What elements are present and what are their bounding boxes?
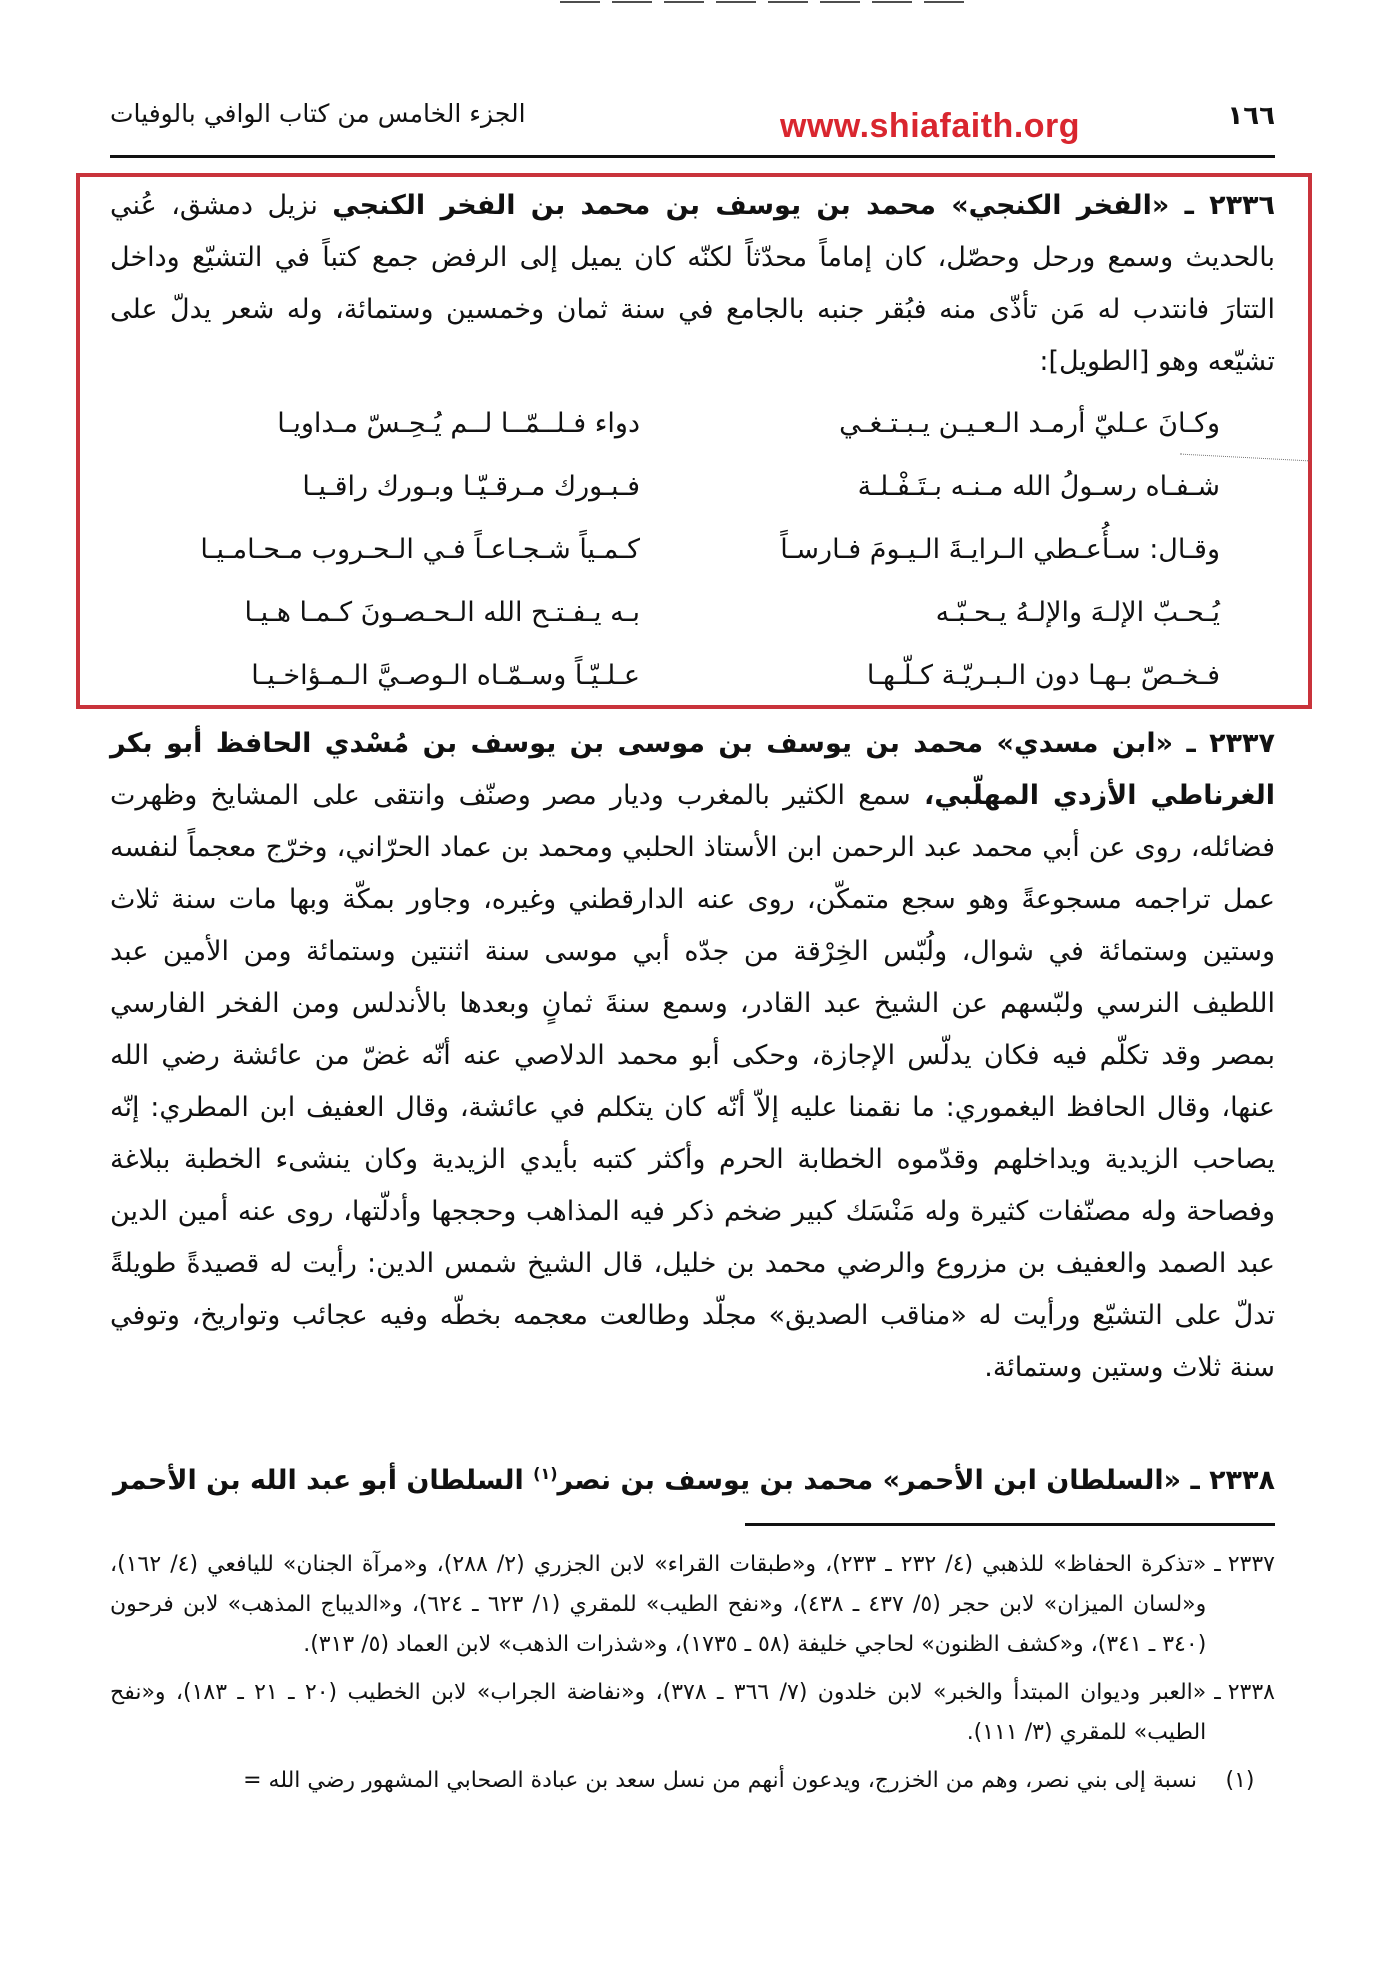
footnote-text: نسبة إلى بني نصر، وهم من الخزرج، ويدعون أنهم من نسل سعد بن عبادة الصحابي المشهور رضي الله =	[243, 1768, 1197, 1793]
entry-2338	[110, 1455, 1275, 1507]
verse-first-half: وكـانَ عـليّ أرمـد الـعـيـن يـبـتـغـي	[839, 408, 1220, 439]
poem-verse	[160, 644, 1220, 707]
footnote-text: «تذكرة الحفاظ» للذهبي (٤/ ٢٣٢ ـ ٢٣٣)، و«طبقات القراء» لابن الجزري (٢/ ٢٨٨)، و«مرآة الجنان» لليافعي (٤/ ١٦٢)، و«لسان الميزان» لابن حجر (٥/ ٤٣٧ ـ ٤٣٨)، و«نفح الطيب» للمقري (١/ ٦٢٣ ـ ٦٢٤)، و«الديباج المذهب» لابن فرحون (٣٤٠ ـ ٣٤١)، و«كشف الظنون» لحاجي خليفة (٥٨ ـ ١٧٣٥)، و«شذرات الذهب» لابن العماد (٥/ ٣١٣).	[110, 1552, 1207, 1657]
poem-verse	[160, 392, 1220, 455]
verse-second-half: عـلـيّـاً وسـمّـاه الـوصـيَّ الـمـؤاخـيـا	[251, 660, 640, 691]
scan-artifact-line	[560, 1, 970, 3]
entry-body: نزيل دمشق، عُني بالحديث وسمع ورحل وحصّل، كان إماماً محدّثاً لكنّه كان يميل إلى الرفض جمع كتباً في التشيّع وداخل التتارَ فانتدب له مَن تأذّى منه فبُقر جنبه بالجامع في سنة ثمان وخمسين وستمائة، وله شعر يدلّ على تشيّعه وهو [الطويل]:	[110, 190, 1275, 377]
entry-2336	[110, 180, 1275, 388]
running-head	[110, 95, 1275, 155]
verse-second-half: دواء فـلــمّــا لــم يُـحِـسّ مـداويـا	[277, 408, 640, 439]
entry-heading: ٢٣٣٦ ـ «الفخر الكنجي» محمد بن يوسف بن محمد بن الفخر الكنجي	[332, 190, 1276, 221]
page-number: ١٦٦	[1227, 101, 1275, 131]
footnote-rule	[745, 1523, 1275, 1526]
poem-verse	[160, 455, 1220, 518]
verse-second-half: كـمـياً شـجـاعـاً فـي الـحـروب مـحـامـيـا	[200, 534, 640, 565]
watermark-url[interactable]: www.shiafaith.org	[780, 107, 1081, 145]
verse-first-half: يُـحـبّ الإلـهَ والإلـهُ يـحـبّـه	[935, 597, 1220, 628]
footnote-reference[interactable]: (١)	[533, 1464, 558, 1483]
entry-heading-continued: السلطان أبو عبد الله بن الأحمر	[113, 1465, 524, 1496]
footnotes	[110, 1545, 1275, 1809]
entry-body: سمع الكثير بالمغرب وديار مصر وصنّف وانتقى على المشايخ وظهرت فضائله، روى عن أبي محمد عبد الرحمن ابن الأستاذ الحلبي ومحمد بن عماد الحرّاني، وخرّج معجماً لنفسه عمل تراجمه مسجوعةً وهو سجع متمكّن، روى عنه الدارقطني وغيره، وجاور بمكّة وبها مات سنة ثلاث وستين وستمائة في شوال، ولُبّس الخِرْقة من جدّه أبي موسى سنة اثنتين وستمائة ومن الأمين عبد اللطيف النرسي ولبّسهم عن الشيخ عبد القادر، وسمع سنةَ ثمانٍ وبعدها بالأندلس ومن الفخر الفارسي بمصر وقد تكلّم فيه فكان يدلّس الإجازة، وحكى أبو محمد الدلاصي عنه أنّه غضّ من عائشة رضي الله عنها، وقال الحافظ اليغموري: ما نقمنا عليه إلاّ أنّه كان يتكلم في عائشة، وقال العفيف ابن المطري: إنّه يصاحب الزيدية ويداخلهم وقدّموه الخطابة الحرم وأكثر كتبه بأيدي الزيدية وكان ينشىء الخطبة ببلاغة وفصاحة وله مصنّفات كثيرة وله مَنْسَك كبير ضخم ذكر فيه المذاهب وحججها وأدلّتها، روى عنه أمين الدين عبد الصمد والعفيف بن مزروع والرضي محمد بن خليل، قال الشيخ شمس الدين: رأيت له قصيدةً طويلةً تدلّ على التشيّع ورأيت له «مناقب الصديق» مجلّد وطالعت معجمه بخطّه وفيه عجائب وتواريخ، وتوفي سنة ثلاث وستين وستمائة.	[110, 780, 1275, 1383]
header-rule	[110, 155, 1275, 158]
poem-verse	[160, 518, 1220, 581]
verse-first-half: شـفـاه رسـولُ الله مـنـه بـتَـفْـلـة	[857, 471, 1220, 502]
verse-second-half: بـه يـفـتـح الله الـحـصـونَ كـمـا هـيـا	[244, 597, 640, 628]
running-title: الجزء الخامس من كتاب الوافي بالوفيات	[110, 99, 526, 128]
footnote-item	[110, 1761, 1275, 1801]
verse-second-half: فـبـورك مـرقـيّـا وبـورك راقـيـا	[302, 471, 640, 502]
entry-2337	[110, 718, 1275, 1394]
verse-first-half: فـخـصّ بـهـا دون الـبـريّـة كـلّـهـا	[866, 660, 1220, 691]
footnote-item	[110, 1673, 1275, 1753]
poem	[160, 392, 1220, 707]
entry-heading: ٢٣٣٧ ـ «ابن مسدي» محمد بن يوسف بن موسى بن يوسف بن مُسْدي الحافظ أبو بكر الغرناطي الأزدي المهلّبي،	[110, 728, 1275, 811]
poem-verse	[160, 581, 1220, 644]
footnote-label: (١)	[1225, 1768, 1255, 1793]
footnote-label: ٢٣٣٧ ـ	[1214, 1552, 1275, 1577]
footnote-label: ٢٣٣٨ ـ	[1214, 1680, 1275, 1705]
entry-heading: ٢٣٣٨ ـ «السلطان ابن الأحمر» محمد بن يوسف بن نصر	[557, 1465, 1275, 1496]
verse-first-half: وقـال: سـأُعـطي الـرايـةَ الـيـومَ فـارسـاً	[780, 534, 1220, 565]
footnote-text: «العبر وديوان المبتدأ والخبر» لابن خلدون (٧/ ٣٦٦ ـ ٣٧٨)، و«نفاضة الجراب» لابن الخطيب (٢٠ ـ ٢١ ـ ١٨٣)، و«نفح الطيب» للمقري (٣/ ١١١).	[110, 1680, 1207, 1745]
footnote-item	[110, 1545, 1275, 1665]
